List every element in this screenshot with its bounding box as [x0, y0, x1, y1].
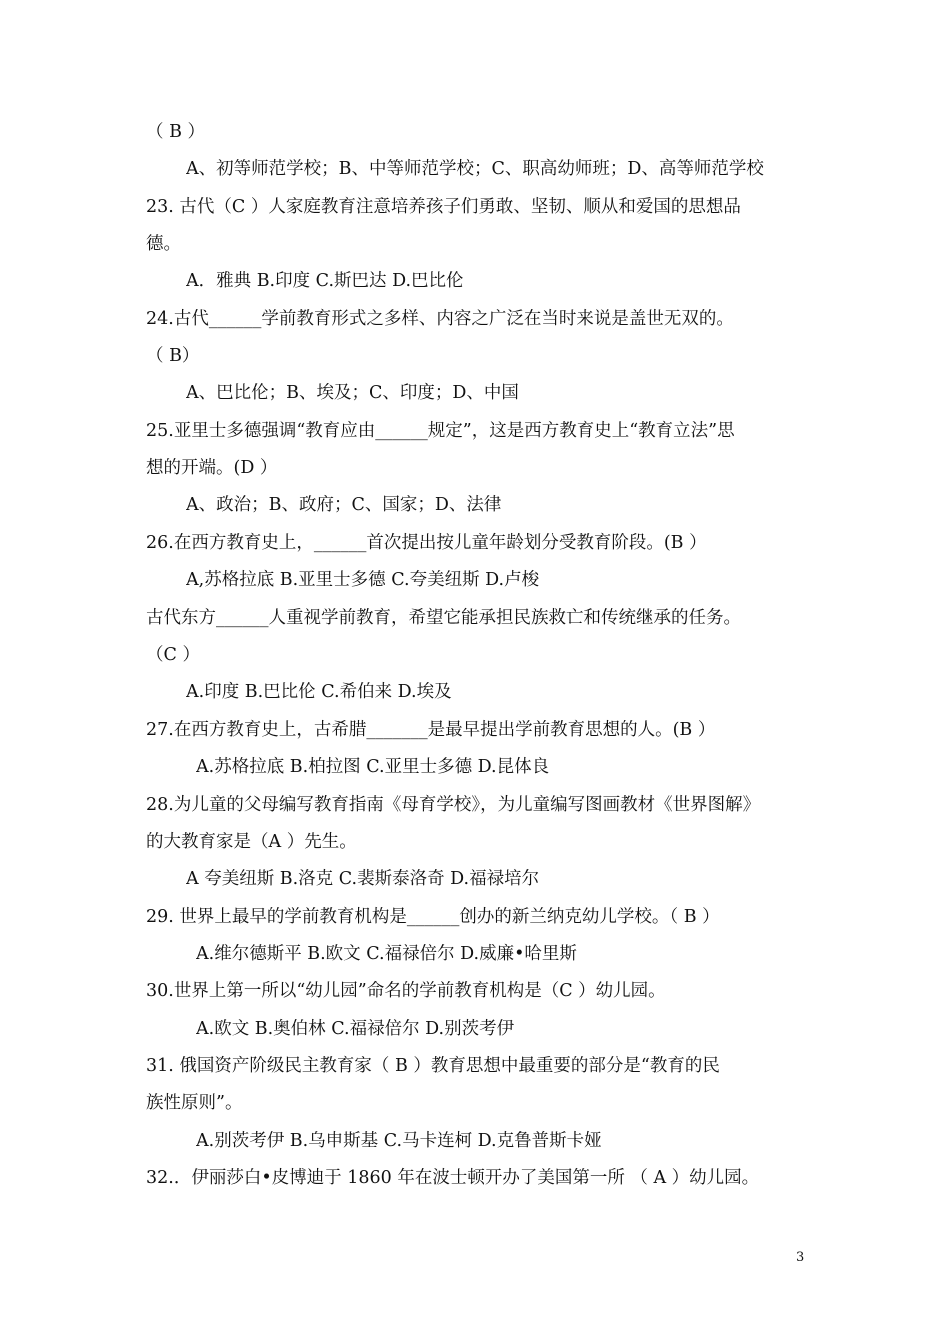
question-28: 28.为儿童的父母编写教育指南《母育学校》，为儿童编写图画教材《世界图解》: [146, 795, 761, 815]
options-line-27: A.苏格拉底 B.柏拉图 C.亚里士多德 D.昆体良: [196, 757, 550, 777]
answer-line-24: （ B）: [146, 346, 200, 366]
options-line-unnumbered: A.印度 B.巴比伦 C.希伯来 D.埃及: [186, 682, 452, 702]
question-25-continued: 想的开端。(D ）: [146, 458, 278, 478]
question-24: 24.古代______学前教育形式之多样、内容之广泛在当时来说是盖世无双的。: [146, 309, 734, 329]
options-line-24: A、巴比伦；B、埃及；C、印度；D、中国: [186, 383, 519, 403]
options-line-30: A.欧文 B.奥伯林 C.福禄倍尔 D.别茨考伊: [196, 1019, 515, 1039]
question-unnumbered: 古代东方______人重视学前教育，希望它能承担民族救亡和传统继承的任务。: [146, 608, 741, 628]
question-31-continued: 族性原则”。: [146, 1093, 243, 1113]
question-26: 26.在西方教育史上，______首次提出按儿童年龄划分受教育阶段。(B ）: [146, 533, 707, 553]
options-line-25: A、政治；B、政府；C、国家；D、法律: [186, 495, 502, 515]
page-number: 3: [796, 1250, 805, 1265]
options-line-23: A．雅典 B.印度 C.斯巴达 D.巴比伦: [186, 271, 464, 291]
options-line-26: A,苏格拉底 B.亚里士多德 C.夸美纽斯 D.卢梭: [186, 570, 540, 590]
options-line-28: A 夸美纽斯 B.洛克 C.裴斯泰洛奇 D.福禄培尔: [186, 869, 540, 889]
options-line-31: A.别茨考伊 B.乌申斯基 C.马卡连柯 D.克鲁普斯卡娅: [196, 1131, 602, 1151]
options-line-22: A、初等师范学校；B、中等师范学校；C、职高幼师班；D、高等师范学校: [186, 159, 764, 179]
question-30: 30.世界上第一所以“幼儿园”命名的学前教育机构是（C ）幼儿园。: [146, 981, 666, 1001]
question-23: 23. 古代（C ）人家庭教育注意培养孩子们勇敢、坚韧、顺从和爱国的思想品: [146, 197, 741, 217]
answer-line-22: （ B ）: [146, 122, 205, 142]
question-28-continued: 的大教育家是（A ）先生。: [146, 832, 357, 852]
question-32: 32.．伊丽莎白•皮博迪于 1860 年在波士顿开办了美国第一所 （ A ）幼儿园。: [146, 1168, 760, 1188]
answer-line-unnumbered: （C ）: [146, 645, 200, 665]
question-23-continued: 德。: [146, 234, 181, 254]
options-line-29: A.维尔德斯平 B.欧文 C.福禄倍尔 D.威廉•哈里斯: [196, 944, 577, 964]
question-29: 29. 世界上最早的学前教育机构是______创办的新兰纳克幼儿学校。（ B ）: [146, 907, 720, 927]
question-31: 31. 俄国资产阶级民主教育家（ B ）教育思想中最重要的部分是“教育的民: [146, 1056, 720, 1076]
question-25: 25.亚里士多德强调“教育应由______规定”，这是西方教育史上“教育立法”思: [146, 421, 735, 441]
question-27: 27.在西方教育史上，古希腊_______是最早提出学前教育思想的人。(B ）: [146, 720, 716, 740]
